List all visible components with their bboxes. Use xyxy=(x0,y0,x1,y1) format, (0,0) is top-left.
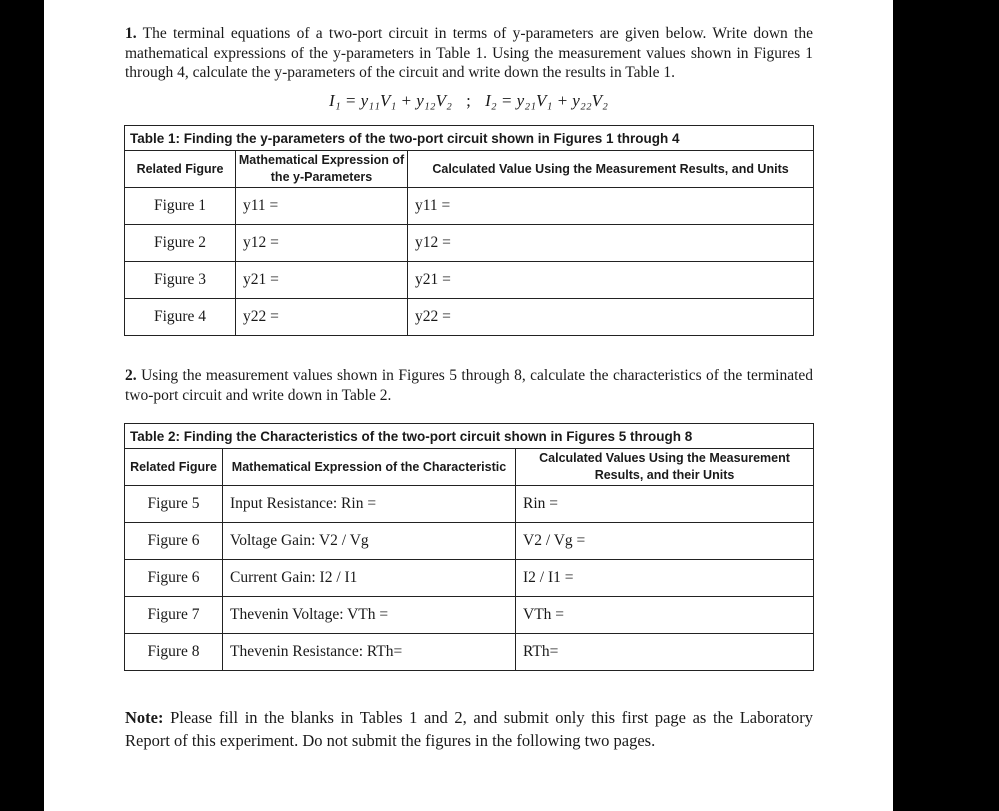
figure-cell: Figure 4 xyxy=(125,299,236,336)
question-2-text: Using the measurement values shown in Figures 5 through 8, calculate the characteristics of the terminated two-port circuit and write down in Table 2. xyxy=(125,367,814,404)
table-1-header-figure: Related Figure xyxy=(125,151,236,188)
equation-2: I₂ = y₂₁V₁ + y₂₂V₂ xyxy=(485,91,608,110)
figure-cell: Figure 6 xyxy=(125,560,223,597)
expression-cell[interactable]: y12 = xyxy=(236,225,408,262)
table-row xyxy=(125,597,814,634)
question-1-text: The terminal equations of a two-port circuit in terms of y-parameters are given below. Write down the mathematical expressions of the y-parameters in Table 1. Using the measurement values shown in Figures 1 through 4, calculate the y-parameters of the circuit and write down the results in Table 1. xyxy=(125,25,813,81)
table-2 xyxy=(124,423,814,671)
question-1-number: 1. xyxy=(125,25,137,42)
table-2-caption: Table 2: Finding the Characteristics of the two-port circuit shown in Figures 5 through 8 xyxy=(125,424,814,449)
expression-cell[interactable]: Voltage Gain: V2 / Vg xyxy=(223,523,516,560)
table-2-header-expression: Mathematical Expression of the Characteristic xyxy=(223,449,516,486)
table-row xyxy=(125,523,814,560)
table-row xyxy=(125,486,814,523)
note xyxy=(125,706,813,752)
table-row xyxy=(125,299,814,336)
expression-cell[interactable]: Thevenin Voltage: VTh = xyxy=(223,597,516,634)
table-row xyxy=(125,634,814,671)
expression-cell[interactable]: y21 = xyxy=(236,262,408,299)
value-cell[interactable]: V2 / Vg = xyxy=(516,523,814,560)
figure-cell: Figure 1 xyxy=(125,188,236,225)
expression-cell[interactable]: Thevenin Resistance: RTh= xyxy=(223,634,516,671)
table-1-header-value: Calculated Value Using the Measurement Results, and Units xyxy=(408,151,814,188)
figure-cell: Figure 2 xyxy=(125,225,236,262)
value-cell[interactable]: RTh= xyxy=(516,634,814,671)
value-cell[interactable]: I2 / I1 = xyxy=(516,560,814,597)
figure-cell: Figure 8 xyxy=(125,634,223,671)
question-1 xyxy=(125,24,813,83)
expression-cell[interactable]: Current Gain: I2 / I1 xyxy=(223,560,516,597)
table-2-header-value: Calculated Values Using the Measurement Results, and their Units xyxy=(516,449,814,486)
figure-cell: Figure 6 xyxy=(125,523,223,560)
value-cell[interactable]: y11 = xyxy=(408,188,814,225)
table-1-caption: Table 1: Finding the y-parameters of the two-port circuit shown in Figures 1 through 4 xyxy=(125,126,814,151)
value-cell[interactable]: Rin = xyxy=(516,486,814,523)
table-row xyxy=(125,225,814,262)
expression-cell[interactable]: y22 = xyxy=(236,299,408,336)
question-2 xyxy=(125,366,813,405)
question-2-number: 2. xyxy=(125,367,137,384)
figure-cell: Figure 7 xyxy=(125,597,223,634)
figure-cell: Figure 3 xyxy=(125,262,236,299)
expression-cell[interactable]: Input Resistance: Rin = xyxy=(223,486,516,523)
table-row xyxy=(125,560,814,597)
table-1-header-expression: Mathematical Expression of the y-Parameters xyxy=(236,151,408,188)
table-2-header-figure: Related Figure xyxy=(125,449,223,486)
equation-separator: ; xyxy=(466,91,471,110)
expression-cell[interactable]: y11 = xyxy=(236,188,408,225)
note-text: Please fill in the blanks in Tables 1 and 2, and submit only this first page as the Laboratory Report of this experiment. Do not submit the figures in the following two pages. xyxy=(125,708,814,750)
value-cell[interactable]: VTh = xyxy=(516,597,814,634)
table-row xyxy=(125,262,814,299)
value-cell[interactable]: y22 = xyxy=(408,299,814,336)
document-page xyxy=(44,0,893,811)
equation-1: I₁ = y₁₁V₁ + y₁₂V₂ xyxy=(329,91,452,110)
note-label: Note: xyxy=(125,708,164,727)
value-cell[interactable]: y21 = xyxy=(408,262,814,299)
terminal-equations xyxy=(44,91,893,111)
table-1 xyxy=(124,125,814,336)
figure-cell: Figure 5 xyxy=(125,486,223,523)
value-cell[interactable]: y12 = xyxy=(408,225,814,262)
table-row xyxy=(125,188,814,225)
